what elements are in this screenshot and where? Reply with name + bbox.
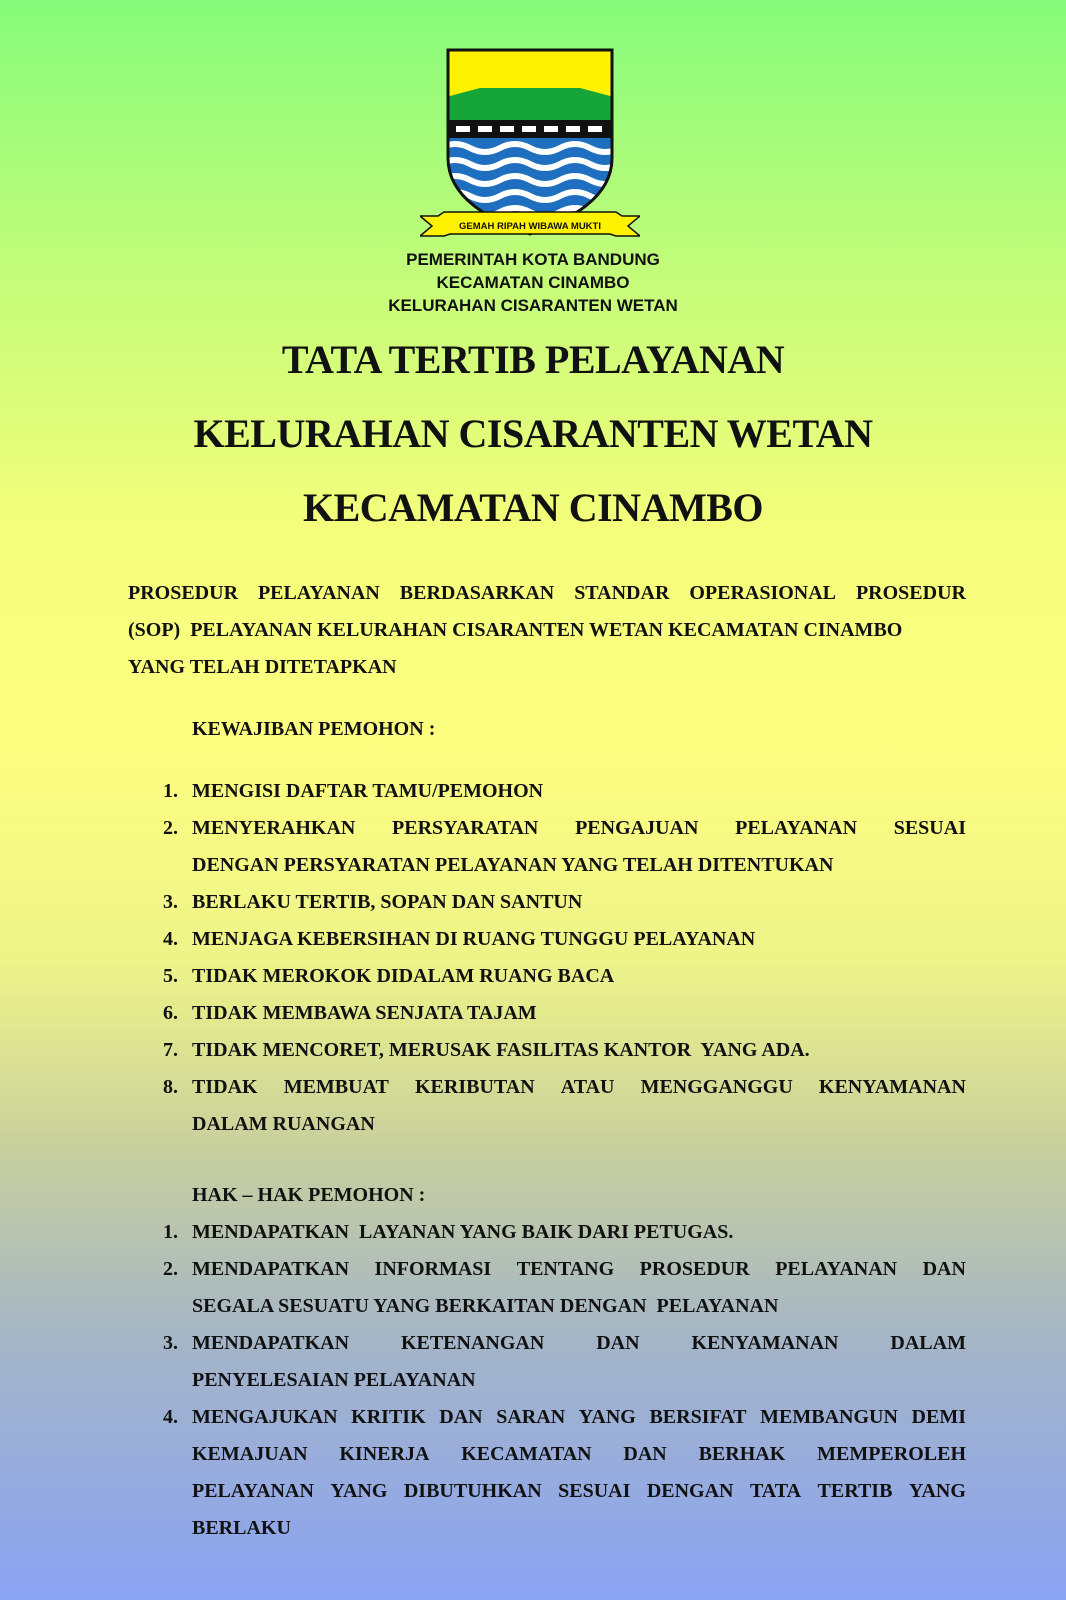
intro-bold-location: KELURAHAN CISARANTEN WETAN KECAMATAN CINAMBO [317,619,903,641]
word: PELAYANAN [735,817,858,839]
word: DIBUTUHKAN [403,1480,542,1502]
obligation-number: 4. [163,928,178,950]
obligation-item-2-line-1 [192,817,966,840]
word: DAN [439,1406,483,1428]
word: YANG [908,1480,966,1502]
word: PENGAJUAN [575,817,699,839]
obligation-number: 7. [163,1039,178,1061]
obligation-number: 8. [163,1076,178,1098]
motto-ribbon [420,210,640,240]
obligation-item-6: TIDAK MEMBAWA SENJATA TAJAM [192,1002,537,1024]
rights-heading-text: HAK – HAK PEMOHON [192,1184,414,1206]
obligation-number: 3. [163,891,178,913]
word: KECAMATAN [461,1443,592,1465]
obligation-number: 1. [163,780,178,802]
word: SARAN [496,1406,566,1428]
intro-line-3: YANG TELAH DITETAPKAN [128,656,397,678]
word: TENTANG [516,1258,615,1280]
obligation-item-7: TIDAK MENCORET, MERUSAK FASILITAS KANTOR YANG ADA. [192,1039,810,1061]
word: MENDAPATKAN [192,1258,350,1280]
word: BERSIFAT [649,1406,747,1428]
title-line-3: KECAMATAN CINAMBO [303,485,763,530]
right-number: 2. [163,1258,178,1280]
word: OPERASIONAL [689,582,837,604]
right-item-2-line-2: SEGALA SESUATU YANG BERKAITAN DENGAN PELAYANAN [192,1295,779,1317]
title-line-2: KELURAHAN CISARANTEN WETAN [193,411,873,456]
intro-line-2 [128,619,902,642]
word: YANG [578,1406,636,1428]
word: DEMI [911,1406,966,1428]
right-item-4-line-3 [192,1480,966,1503]
word: DAN [922,1258,966,1280]
word: KETENANGAN [400,1332,545,1354]
word: PROSEDUR [639,1258,750,1280]
word: PELAYANAN [257,582,380,604]
right-item-2-line-1 [192,1258,966,1281]
obligations-heading-colon: : [423,718,436,740]
obligation-item-8-line-1 [192,1076,966,1099]
word: PROSEDUR [855,582,966,604]
word: ATAU [560,1076,615,1098]
word: MENGGANGGU [640,1076,793,1098]
word: KERIBUTAN [414,1076,535,1098]
word: MENDAPATKAN [192,1332,350,1354]
word: TATA [749,1480,802,1502]
word: MEMPEROLEH [817,1443,966,1465]
word: PELAYANAN [775,1258,898,1280]
word: INFORMASI [374,1258,492,1280]
word: DAN [596,1332,640,1354]
word: SESUAI [893,817,966,839]
word: DALAM [890,1332,966,1354]
right-item-1: MENDAPATKAN LAYANAN YANG BAIK DARI PETUGAS. [192,1221,734,1243]
word: MENYERAHKAN [192,817,356,839]
obligations-heading [192,718,435,741]
right-item-4-line-1 [192,1406,966,1429]
obligation-item-4: MENJAGA KEBERSIHAN DI RUANG TUNGGU PELAYANAN [192,928,756,950]
obligation-item-2-line-2: DENGAN PERSYARATAN PELAYANAN YANG TELAH DITENTUKAN [192,854,834,876]
rights-heading-colon: : [413,1184,426,1206]
word: TIDAK [192,1076,258,1098]
intro-line-1 [128,582,966,605]
right-item-3-line-1 [192,1332,966,1355]
word: DAN [623,1443,667,1465]
word: PERSYARATAN [392,817,539,839]
word: BERHAK [698,1443,786,1465]
word: KENYAMANAN [691,1332,839,1354]
word: MEMBUAT [283,1076,389,1098]
right-item-4-line-2 [192,1443,966,1466]
word: KINERJA [339,1443,430,1465]
word: TERTIB [817,1480,893,1502]
right-item-3-line-2: PENYELESAIAN PELAYANAN [192,1369,476,1391]
right-number: 1. [163,1221,178,1243]
word: PROSEDUR [128,582,239,604]
obligation-item-5: TIDAK MEROKOK DIDALAM RUANG BACA [192,965,615,987]
word: MENGAJUKAN [192,1406,338,1428]
word: PELAYANAN [192,1480,314,1502]
obligations-heading-text: KEWAJIBAN PEMOHON [192,718,424,740]
word: KRITIK [351,1406,426,1428]
obligation-item-1: MENGISI DAFTAR TAMU/PEMOHON [192,780,544,802]
obligation-number: 6. [163,1002,178,1024]
word: MEMBANGUN [760,1406,898,1428]
gov-line-district: KECAMATAN CINAMBO [436,273,630,292]
gov-line-subdistrict: KELURAHAN CISARANTEN WETAN [388,296,678,315]
obligation-item-3: BERLAKU TERTIB, SOPAN DAN SANTUN [192,891,583,913]
right-number: 3. [163,1332,178,1354]
title-line-1: TATA TERTIB PELAYANAN [281,337,785,382]
word: DENGAN [646,1480,734,1502]
right-number: 4. [163,1406,178,1428]
word: SESUAI [558,1480,631,1502]
obligation-number: 2. [163,817,178,839]
word: STANDAR [574,582,670,604]
word: KEMAJUAN [192,1443,308,1465]
word: BERDASARKAN [399,582,555,604]
right-item-4-line-4: BERLAKU [192,1517,291,1539]
motto-text: GEMAH RIPAH WIBAWA MUKTI [459,221,601,232]
obligation-number: 5. [163,965,178,987]
rights-heading [192,1184,425,1207]
intro-prefix: (SOP) PELAYANAN [128,619,318,641]
obligation-item-8-line-2: DALAM RUANGAN [192,1113,375,1135]
gov-line-city: PEMERINTAH KOTA BANDUNG [406,250,660,269]
word: YANG [330,1480,388,1502]
word: KENYAMANAN [818,1076,966,1098]
